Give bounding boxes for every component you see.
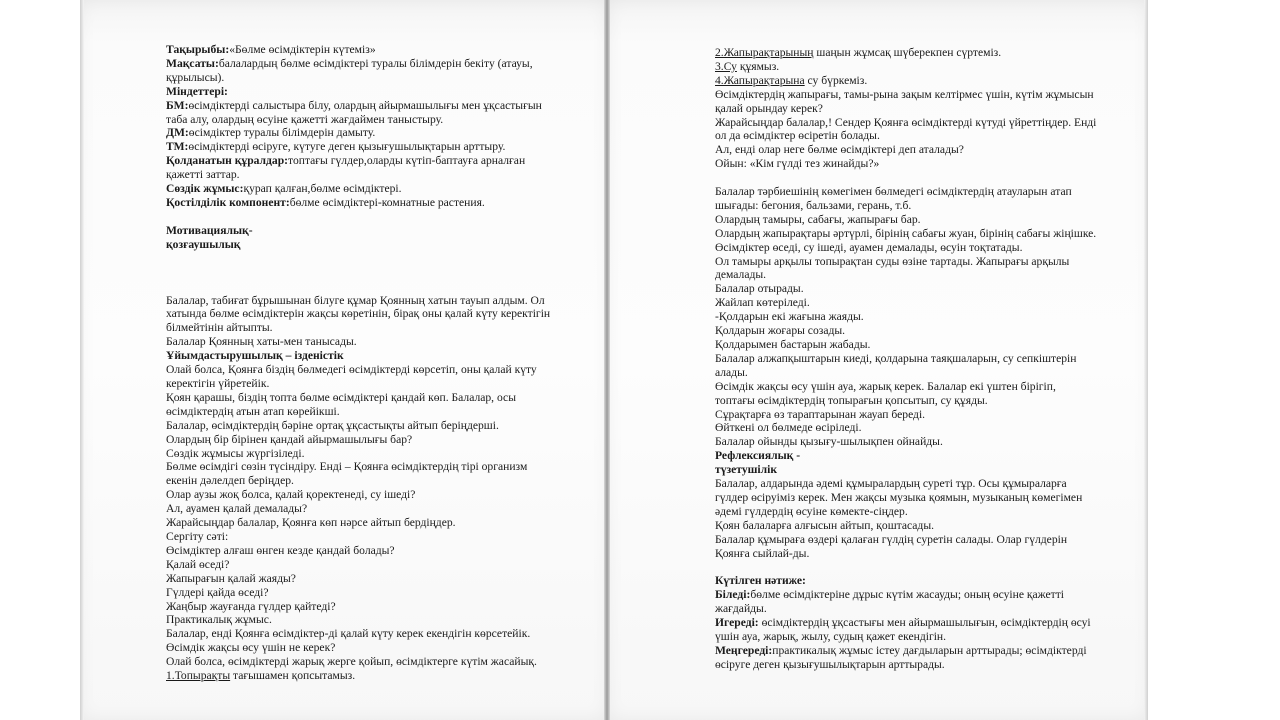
bm-line — [166, 99, 550, 113]
tools-line — [166, 154, 550, 168]
dm-label: ДМ: — [166, 126, 189, 140]
step-1-underlined: 1.Топырақты — [166, 669, 231, 683]
masters-line-2: өсіруге деген қызығушылықтарын арттырады. — [715, 657, 945, 671]
text-line: керектігін үйретейік. — [166, 377, 270, 391]
step-3-underlined: 3.Су — [715, 59, 737, 73]
text-line: Балалар, өсімдіктердің бәріне ортақ ұқсастықты айтып беріңдерші. — [166, 418, 499, 432]
text-line: гүлдер өсіруіміз керек. Мен жақсы музыка қоямын, музыканың көмегімен — [715, 490, 1083, 504]
spacer — [166, 252, 550, 294]
tm-label: ТМ: — [166, 140, 189, 154]
text-line: Жаңбыр жауғанда гүлдер қайтеді? — [166, 599, 336, 613]
text-line: Балалар, табиғат бұрышынан білуге құмар Қоянның хатын тауып алдым. Ол — [166, 293, 545, 307]
step-1-text: тағышамен қопсытамыз. — [230, 669, 356, 683]
step-4-text: су бүркеміз. — [804, 73, 868, 87]
org-heading: Ұйымдастырушылық – ізденістік — [166, 349, 344, 363]
vocab-line — [166, 182, 550, 196]
learns-line-2: үшін ауа, жарық, жылу, судың қажет екендігін. — [715, 630, 947, 644]
learns-text: өсімдіктердің ұқсастығы мен айырмашылығын, өсімдіктердің өсуі — [758, 616, 1091, 630]
text-line: Өсімдік жақсы өсу үшін не керек? — [166, 641, 336, 655]
text-line: Олардың тамыры, сабағы, жапырағы бар. — [715, 212, 921, 226]
text-line: хатында бөлме өсімдіктерін жақсы көретінін, бірақ оны қалай күту керектігін — [166, 307, 551, 321]
text-line: Қоян қарашы, біздің топта бөлме өсімдіктері қандай көп. Балалар, осы — [166, 390, 516, 404]
step-2-text: шаңын жұмсақ шүберекпен сүртеміз. — [813, 46, 1002, 59]
bm-line-2: таба алу, олардың өсуіне қажетті жағдаймен таныстыру. — [166, 112, 444, 126]
text-line: Практикалық жұмыс. — [166, 613, 272, 627]
text-line: шығады: бегония, бальзами, герань, т.б. — [715, 198, 912, 212]
text-line: қалай орындау керек? — [715, 101, 823, 115]
text-line: Ал, енді олар неге бөлме өсімдіктері деп аталады? — [715, 143, 964, 157]
tm-text: өсімдіктерді өсіруге, күтуге деген қызығушылықтарын арттыру. — [188, 140, 506, 154]
topic-text: «Бөлме өсімдіктерін күтеміз» — [229, 43, 376, 56]
tm-line — [166, 140, 550, 154]
result-heading: Күтілген нәтиже: — [715, 574, 806, 588]
text-line: топтағы өсімдіктердің топырағын қопсытып, су құяды. — [715, 393, 988, 407]
left-page-text — [166, 43, 550, 683]
motivation-heading: Мотивациялық- — [166, 223, 253, 237]
spacer — [715, 171, 1096, 185]
text-line: Балалар отырады. — [715, 282, 804, 296]
bilingual-label: Қостілділік компонент: — [166, 195, 290, 209]
text-line: Өсімдіктер өседі, су ішеді, ауамен демалады, өсуін тоқтатады. — [715, 240, 1023, 254]
right-page — [608, 0, 1148, 720]
left-paragraph-a — [166, 294, 550, 350]
left-page-edge — [80, 0, 84, 720]
goal-line — [166, 57, 550, 71]
text-line: Өсімдік жақсы өсу үшін ауа, жарық керек. Балалар екі үштен бірігіп, — [715, 379, 1056, 393]
motivation-heading-2: қозғаушылық — [166, 237, 241, 251]
text-line: Жарайсыңдар балалар, Қоянға көп нәрсе айтып бердіңдер. — [166, 516, 456, 530]
text-line: Гүлдері қайда өседі? — [166, 585, 269, 599]
text-line: Жарайсыңдар балалар,! Сендер Қоянға өсімдіктерді күтуді үйреттіңдер. Енді — [715, 115, 1097, 129]
tools-line-2: қажетті заттар. — [166, 168, 240, 182]
learns-line — [715, 616, 1096, 630]
text-line: Қолдарын жоғары созады. — [715, 324, 846, 338]
goal-text: балалардың бөлме өсімдіктері туралы білімдерін бекіту (атауы, — [218, 56, 533, 70]
left-paragraph-b — [166, 363, 550, 669]
text-line: Балалар алжапқыштарын киеді, қолдарына таяқшаларын, су сепкіштерін — [715, 351, 1077, 365]
topic-label: Тақырыбы: — [166, 43, 230, 56]
reflex-heading: Рефлексиялық - — [715, 449, 801, 463]
left-page — [80, 0, 607, 720]
bilingual-text: бөлме өсімдіктері-комнатные растения. — [289, 195, 485, 209]
tools-label: Қолданатын құралдар: — [166, 154, 289, 168]
text-line: Қолдарымен бастарын жабады. — [715, 338, 871, 352]
bm-label: БМ: — [166, 98, 189, 112]
learns-label: Игереді: — [715, 616, 759, 630]
knows-line — [715, 588, 1096, 602]
bm-text: өсімдіктерді салыстыра білу, олардың айырмашылығы мен ұқсастығын — [188, 98, 542, 112]
text-line: Балалар, енді Қоянға өсімдіктер-ді қалай күту керек екендігін көрсетейік. — [166, 627, 531, 641]
vocab-text: қурап қалған,бөлме өсімдіктері. — [243, 182, 402, 196]
text-line: өсімдіктердің атын атап көрейікші. — [166, 404, 340, 418]
text-line: Балалар, алдарында әдемі құмыралардың суреті тұр. Осы құмыраларға — [715, 477, 1067, 491]
text-line: әдемі гүлдердің өсуіне көмекте-сіңдер. — [715, 504, 908, 518]
text-line: Балалар құмыраға өздері қалаған гүлдің суретін салады. Олар гүлдерін — [715, 532, 1068, 546]
text-line: Ол тамыры арқылы топырақтан суды өзіне тартады. Жапырағы арқылы — [715, 254, 1070, 268]
text-line: білмейтінін айтыпты. — [166, 321, 273, 335]
tools-text: топтағы гүлдер,оларды күтіп-баптауға арналған — [288, 154, 526, 168]
step-1-line — [166, 669, 550, 683]
dm-text: өсімдіктер туралы білімдерін дамыту. — [188, 126, 376, 140]
step-3-line — [715, 60, 1096, 74]
text-line: Ал, ауамен қалай демалады? — [166, 502, 308, 516]
text-line: Балалар ойынды қызығу-шылықпен ойнайды. — [715, 435, 943, 449]
text-line: Сұрақтарға өз тараптарынан жауап береді. — [715, 407, 926, 421]
text-line: Олардың жапырақтары әртүрлі, бірінің сабағы жуан, бірінің сабағы жіңішке. — [715, 226, 1097, 240]
step-4-line — [715, 74, 1096, 88]
masters-text: практикалық жұмыс істеу дағдыларын арттырады; өсімдіктерді — [772, 643, 1087, 657]
text-line: Олардың бір бірінен қандай айырмашылығы бар? — [166, 432, 413, 446]
masters-line — [715, 644, 1096, 658]
text-line: Өйткені ол бөлмеде өсіріледі. — [715, 421, 862, 435]
text-line: Жайлап көтеріледі. — [715, 296, 810, 310]
dm-line — [166, 126, 550, 140]
text-line: Олар аузы жоқ болса, қалай қоректенеді, су ішеді? — [166, 488, 416, 502]
text-line: Сергіту сәті: — [166, 529, 229, 543]
text-line: Олай болса, Қоянға біздің бөлмедегі өсімдіктерді көрсетіп, оны қалай күту — [166, 363, 537, 377]
knows-text: бөлме өсімдіктеріне дұрыс күтім жасауды; оның өсуіне қажетті — [750, 588, 1065, 602]
tasks-label: Міндеттері: — [166, 84, 228, 98]
topic-line — [166, 43, 550, 57]
masters-label: Меңгереді: — [715, 643, 773, 657]
reflex-heading-2: түзетушілік — [715, 463, 778, 477]
text-line: Сөздік жұмысы жүргізіледі. — [166, 446, 305, 460]
right-paragraph-b — [715, 185, 1096, 449]
text-line: Жапырағын қалай жаяды? — [166, 571, 296, 585]
right-paragraph-a — [715, 88, 1096, 171]
text-line: -Қолдарын екі жағына жаяды. — [715, 310, 864, 324]
step-2-line — [715, 46, 1096, 60]
knows-label: Біледі: — [715, 588, 751, 602]
goal-label: Мақсаты: — [166, 56, 219, 70]
text-line: демалады. — [715, 268, 767, 282]
text-line: Балалар тәрбиешінің көмегімен бөлмедегі өсімдіктердің атауларын атап — [715, 185, 1072, 199]
right-paragraph-c — [715, 477, 1096, 560]
text-line: Бөлме өсімдігі сөзін түсіндіру. Енді – Қоянға өсімдіктердің тірі организм — [166, 460, 528, 474]
goal-line-2: құрылысы). — [166, 70, 225, 84]
step-4-underlined: 4.Жапырақтарына — [715, 73, 805, 87]
step-3-text: құямыз. — [736, 59, 780, 73]
text-line: Олай болса, өсімдіктерді жарық жерге қойып, өсімдіктерге күтім жасайық. — [166, 655, 537, 669]
text-line: Қалай өседі? — [166, 557, 230, 571]
text-line: Балалар Қоянның хаты-мен танысады. — [166, 335, 357, 349]
text-line: ол да өсімдіктер өсіретін болады. — [715, 129, 880, 143]
page-gutter — [604, 0, 610, 720]
text-line: Өсімдіктердің жапырағы, тамы-рына зақым келтірмес үшін, күтім жұмысын — [715, 87, 1094, 101]
step-2-underlined: 2.Жапырақтарының — [715, 46, 814, 59]
text-line: алады. — [715, 365, 748, 379]
text-line: Қоянға сыйлай-ды. — [715, 546, 810, 560]
text-line: Ойын: «Кім гүлді тез жинайды?» — [715, 157, 880, 171]
spacer — [715, 561, 1096, 575]
spacer — [166, 210, 550, 224]
knows-line-2: жағдайды. — [715, 602, 767, 616]
right-page-edge — [1144, 0, 1148, 720]
vocab-label: Сөздік жұмыс: — [166, 182, 244, 196]
text-line: екенін дәлелдеп беріңдер. — [166, 474, 294, 488]
text-line: Өсімдіктер алғаш өнген кезде қандай болады? — [166, 543, 395, 557]
right-page-text — [715, 46, 1096, 672]
text-line: Қоян балаларға алғысын айтып, қоштасады. — [715, 518, 935, 532]
bilingual-line — [166, 196, 550, 210]
